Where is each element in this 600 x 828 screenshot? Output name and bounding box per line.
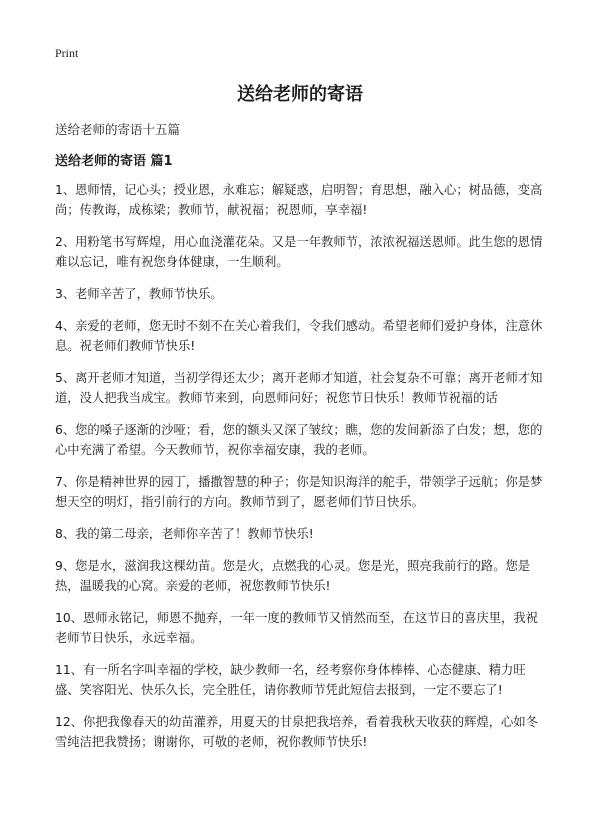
message-item-6: 6、您的嗓子逐渐的沙哑；看，您的额头又深了皱纹；瞧，您的发间新添了白发；想，您的心中充满了希望。今天教师节，祝你幸福安康，我的老师。 — [55, 423, 543, 457]
message-item-8: 8、我的第二母亲，老师你辛苦了！教师节快乐! — [55, 527, 314, 541]
message-item-2: 2、用粉笔书写辉煌，用心血浇灌花朵。又是一年教师节，浓浓祝福送恩师。此生您的恩情难以忘记，唯有祝您身体健康，一生顺利。 — [55, 235, 543, 269]
section-heading: 送给老师的寄语 篇1 — [55, 154, 173, 169]
message-item-4: 4、亲爱的老师，您无时不刻不在关心着我们，令我们感动。希望老师们爱护身体，注意休息。祝老师们教师节快乐! — [55, 319, 543, 353]
message-item-12: 12、你把我像春天的幼苗灌养，用夏天的甘泉把我培养，看着我秋天收获的辉煌，心如冬雪纯洁把我赞扬；谢谢你，可敬的老师，祝你教师节快乐! — [55, 715, 538, 749]
message-list — [55, 180, 550, 764]
message-item-1: 1、恩师情，记心头；授业恩，永难忘；解疑惑，启明智；育思想，融入心；树品德，变高尚；传教诲，成栋梁；教师节，献祝福；祝恩师，享幸福! — [55, 183, 543, 217]
page-title: 送给老师的寄语 — [237, 84, 363, 105]
message-item-11: 11、有一所名字叫幸福的学校，缺少教师一名，经考察你身体棒棒、心态健康、精力旺盛、笑容阳光、快乐久长，完全胜任，请你教师节凭此短信去报到，一定不要忘了! — [55, 663, 526, 697]
message-item-10: 10、恩师永铭记，师恩不抛弃，一年一度的教师节又悄然而至，在这节日的喜庆里，我祝老师节日快乐，永远幸福。 — [55, 611, 538, 645]
message-item-5: 5、离开老师才知道，当初学得还太少；离开老师才知道，社会复杂不可靠；离开老师才知道，没人把我当成宝。教师节来到，向恩师问好；祝您节日快乐！教师节祝福的话 — [55, 371, 543, 405]
message-item-3: 3、老师辛苦了，教师节快乐。 — [55, 287, 223, 301]
message-item-9: 9、您是水，滋润我这棵幼苗。您是火，点燃我的心灵。您是光，照亮我前行的路。您是热，温暖我的心窝。亲爱的老师，祝您教师节快乐! — [55, 559, 531, 593]
document-subtitle: 送给老师的寄语十五篇 — [55, 122, 181, 137]
print-link[interactable]: Print — [55, 46, 79, 60]
message-item-7: 7、你是精神世界的园丁，播撒智慧的种子；你是知识海洋的舵手，带领学子远航；你是梦想天空的明灯，指引前行的方向。教师节到了，愿老师们节日快乐。 — [55, 475, 543, 509]
